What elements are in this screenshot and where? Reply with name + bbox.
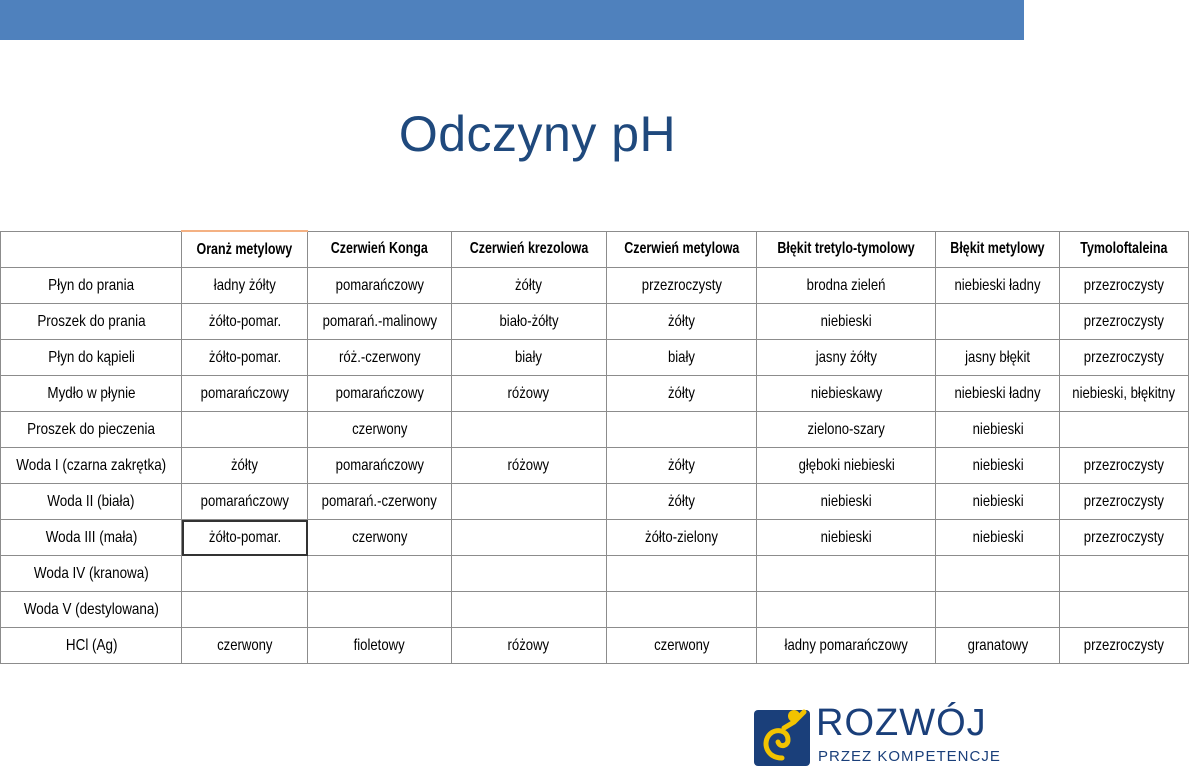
table-cell[interactable]: przezroczysty	[1060, 268, 1188, 304]
table-cell[interactable]: żółto-pomar.	[182, 340, 308, 376]
header-cell[interactable]: Błękit tretylo-tymolowy	[757, 231, 936, 268]
top-accent-bar	[0, 0, 1024, 40]
table-cell[interactable]: niebieski	[757, 484, 936, 520]
row-label-cell[interactable]: HCl (Ag)	[1, 628, 182, 664]
ph-results-table	[0, 230, 1189, 664]
table-cell[interactable]	[936, 304, 1060, 340]
table-cell[interactable]: przezroczysty	[1060, 520, 1188, 556]
table-cell[interactable]: jasny błękit	[936, 340, 1060, 376]
table-cell[interactable]	[606, 412, 757, 448]
row-label-cell[interactable]: Woda II (biała)	[1, 484, 182, 520]
table-cell[interactable]: brodna zieleń	[757, 268, 936, 304]
table-cell[interactable]: niebieski	[936, 412, 1060, 448]
row-label-cell[interactable]: Woda V (destylowana)	[1, 592, 182, 628]
table-cell[interactable]	[606, 556, 757, 592]
table-cell[interactable]: niebieski	[757, 520, 936, 556]
table-cell[interactable]: ładny pomarańczowy	[757, 628, 936, 664]
table-cell[interactable]: żółty	[606, 304, 757, 340]
table-cell[interactable]	[757, 556, 936, 592]
table-cell[interactable]: niebieski	[757, 304, 936, 340]
table-cell[interactable]: biały	[451, 340, 606, 376]
table-cell[interactable]: różowy	[451, 376, 606, 412]
table-row	[1, 628, 1189, 664]
table-row	[1, 340, 1189, 376]
table-row	[1, 304, 1189, 340]
ph-table-container	[0, 230, 1176, 664]
header-cell[interactable]: Czerwień Konga	[308, 231, 452, 268]
table-cell[interactable]: jasny żółty	[757, 340, 936, 376]
table-row	[1, 376, 1189, 412]
table-cell[interactable]: zielono-szary	[757, 412, 936, 448]
table-cell[interactable]: żółty	[606, 484, 757, 520]
table-cell[interactable]: przezroczysty	[1060, 448, 1188, 484]
table-cell[interactable]: przezroczysty	[1060, 484, 1188, 520]
header-cell[interactable]: Czerwień metylowa	[606, 231, 757, 268]
table-header-row	[1, 231, 1189, 268]
table-row	[1, 592, 1189, 628]
table-cell[interactable]: czerwony	[606, 628, 757, 664]
table-cell[interactable]	[936, 556, 1060, 592]
table-cell[interactable]	[451, 592, 606, 628]
table-cell[interactable]: żółto-pomar.	[182, 520, 308, 556]
slide-title: Odczyny pH	[398, 106, 677, 162]
table-cell[interactable]: pomarańczowy	[182, 484, 308, 520]
table-cell[interactable]: ładny żółty	[182, 268, 308, 304]
table-cell[interactable]: granatowy	[936, 628, 1060, 664]
table-cell[interactable]: czerwony	[308, 412, 452, 448]
table-cell[interactable]	[451, 412, 606, 448]
table-cell[interactable]: fioletowy	[308, 628, 452, 664]
table-row	[1, 556, 1189, 592]
table-cell[interactable]: pomarań.-czerwony	[308, 484, 452, 520]
table-cell[interactable]: głęboki niebieski	[757, 448, 936, 484]
table-cell[interactable]	[936, 592, 1060, 628]
table-cell[interactable]: róż.-czerwony	[308, 340, 452, 376]
table-cell[interactable]: przezroczysty	[1060, 340, 1188, 376]
table-cell[interactable]: pomarańczowy	[308, 376, 452, 412]
table-cell[interactable]: niebieski ładny	[936, 268, 1060, 304]
table-cell[interactable]	[1060, 556, 1188, 592]
table-cell[interactable]: czerwony	[308, 520, 452, 556]
table-cell[interactable]: niebieski	[936, 484, 1060, 520]
table-cell[interactable]: niebieski	[936, 448, 1060, 484]
table-cell[interactable]: żółty	[606, 448, 757, 484]
header-cell[interactable]: Tymoloftaleina	[1060, 231, 1188, 268]
table-cell[interactable]: niebieski	[936, 520, 1060, 556]
table-cell[interactable]: pomarańczowy	[182, 376, 308, 412]
table-cell[interactable]: pomarańczowy	[308, 268, 452, 304]
row-label-cell[interactable]: Woda IV (kranowa)	[1, 556, 182, 592]
logo-subtitle: PRZEZ KOMPETENCJE	[818, 748, 1001, 765]
table-row	[1, 448, 1189, 484]
table-row	[1, 412, 1189, 448]
table-cell[interactable]: pomarań.-malinowy	[308, 304, 452, 340]
header-cell-corner[interactable]	[1, 231, 182, 268]
table-cell[interactable]: przezroczysty	[1060, 628, 1188, 664]
row-label-cell[interactable]: Woda III (mała)	[1, 520, 182, 556]
table-row	[1, 520, 1189, 556]
table-cell[interactable]: przezroczysty	[606, 268, 757, 304]
table-cell[interactable]	[451, 520, 606, 556]
table-row	[1, 484, 1189, 520]
table-cell[interactable]	[308, 556, 452, 592]
row-label-cell[interactable]: Płyn do kąpieli	[1, 340, 182, 376]
table-cell[interactable]: niebieskawy	[757, 376, 936, 412]
table-cell[interactable]	[182, 556, 308, 592]
table-cell[interactable]: żółto-zielony	[606, 520, 757, 556]
table-cell[interactable]	[308, 592, 452, 628]
logo-spiral-icon	[754, 706, 812, 766]
row-label-cell[interactable]: Płyn do prania	[1, 268, 182, 304]
table-cell[interactable]: pomarańczowy	[308, 448, 452, 484]
row-label-cell[interactable]: Proszek do pieczenia	[1, 412, 182, 448]
header-cell[interactable]: Oranż metylowy	[182, 231, 308, 268]
table-cell[interactable]: niebieski ładny	[936, 376, 1060, 412]
table-cell[interactable]	[451, 484, 606, 520]
row-label-cell[interactable]: Proszek do prania	[1, 304, 182, 340]
table-cell[interactable]	[1060, 592, 1188, 628]
table-cell[interactable]	[182, 412, 308, 448]
table-cell[interactable]	[182, 592, 308, 628]
table-cell[interactable]: żółty	[182, 448, 308, 484]
row-label-cell[interactable]: Woda I (czarna zakrętka)	[1, 448, 182, 484]
table-cell[interactable]: różowy	[451, 448, 606, 484]
row-label-cell[interactable]: Mydło w płynie	[1, 376, 182, 412]
table-cell[interactable]: niebieski, błękitny	[1060, 376, 1188, 412]
table-cell[interactable]	[451, 556, 606, 592]
table-cell[interactable]: biało-żółty	[451, 304, 606, 340]
table-row	[1, 268, 1189, 304]
table-cell[interactable]: żółto-pomar.	[182, 304, 308, 340]
rozwoj-logo	[754, 704, 1024, 768]
table-cell[interactable]: biały	[606, 340, 757, 376]
table-cell[interactable]	[606, 592, 757, 628]
table-cell[interactable]	[757, 592, 936, 628]
logo-title: ROZWÓJ	[816, 702, 987, 744]
table-cell[interactable]: różowy	[451, 628, 606, 664]
header-cell[interactable]: Czerwień krezolowa	[451, 231, 606, 268]
table-cell[interactable]: żółty	[451, 268, 606, 304]
table-cell[interactable]: przezroczysty	[1060, 304, 1188, 340]
table-cell[interactable]	[1060, 412, 1188, 448]
table-cell[interactable]: czerwony	[182, 628, 308, 664]
header-cell[interactable]: Błękit metylowy	[936, 231, 1060, 268]
table-cell[interactable]: żółty	[606, 376, 757, 412]
